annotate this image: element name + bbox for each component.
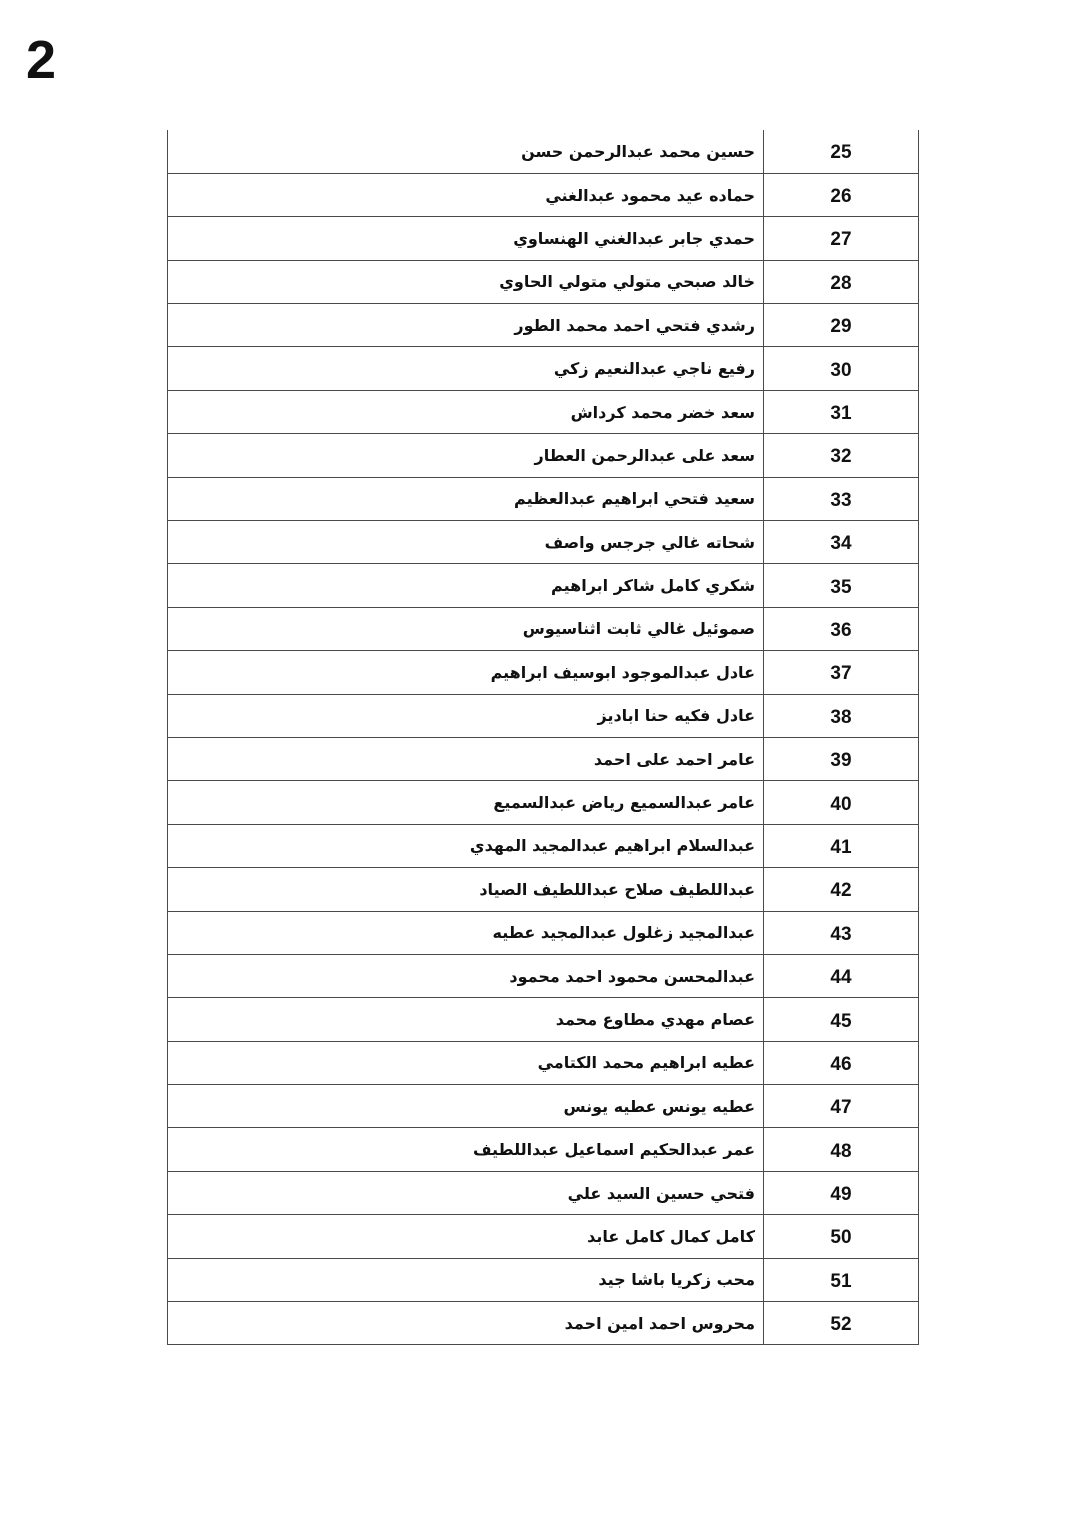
table-row	[168, 1302, 919, 1345]
table-row	[168, 130, 919, 173]
name-cell: عادل فكيه حنا اباديز	[168, 694, 764, 737]
name-cell: فتحي حسين السيد علي	[168, 1171, 764, 1214]
table-row	[168, 651, 919, 694]
number-cell: 41	[764, 824, 919, 867]
page-number: 2	[26, 30, 57, 90]
name-cell: عطيه ابراهيم محمد الكتامي	[168, 1041, 764, 1084]
number-cell: 30	[764, 347, 919, 390]
number-cell: 47	[764, 1085, 919, 1128]
table-row	[168, 564, 919, 607]
table-row	[168, 434, 919, 477]
number-cell: 28	[764, 260, 919, 303]
table-row	[168, 998, 919, 1041]
number-cell: 50	[764, 1215, 919, 1258]
number-cell: 46	[764, 1041, 919, 1084]
number-cell: 49	[764, 1171, 919, 1214]
name-cell: حماده عيد محمود عبدالغني	[168, 173, 764, 216]
names-table	[167, 130, 919, 1345]
number-cell: 39	[764, 737, 919, 780]
number-cell: 25	[764, 130, 919, 173]
name-cell: عمر عبدالحكيم اسماعيل عبداللطيف	[168, 1128, 764, 1171]
table-row	[168, 824, 919, 867]
name-cell: سعيد فتحي ابراهيم عبدالعظيم	[168, 477, 764, 520]
number-cell: 31	[764, 390, 919, 433]
number-cell: 37	[764, 651, 919, 694]
table-row	[168, 911, 919, 954]
name-cell: عصام مهدي مطاوع محمد	[168, 998, 764, 1041]
table-row	[168, 954, 919, 997]
name-cell: كامل كمال كامل عابد	[168, 1215, 764, 1258]
name-cell: شحاته غالي جرجس واصف	[168, 521, 764, 564]
table-row	[168, 1215, 919, 1258]
number-cell: 29	[764, 304, 919, 347]
number-cell: 45	[764, 998, 919, 1041]
table-row	[168, 521, 919, 564]
name-cell: عادل عبدالموجود ابوسيف ابراهيم	[168, 651, 764, 694]
table-row	[168, 173, 919, 216]
name-cell: سعد خضر محمد كرداش	[168, 390, 764, 433]
name-cell: عبدالمحسن محمود احمد محمود	[168, 954, 764, 997]
number-cell: 33	[764, 477, 919, 520]
name-cell: عامر عبدالسميع رياض عبدالسميع	[168, 781, 764, 824]
number-cell: 51	[764, 1258, 919, 1301]
number-cell: 43	[764, 911, 919, 954]
table-row	[168, 868, 919, 911]
number-cell: 42	[764, 868, 919, 911]
number-cell: 38	[764, 694, 919, 737]
table-row	[168, 217, 919, 260]
name-cell: محروس احمد امين احمد	[168, 1302, 764, 1345]
name-cell: عبدالسلام ابراهيم عبدالمجيد المهدي	[168, 824, 764, 867]
number-cell: 35	[764, 564, 919, 607]
table-body	[168, 130, 919, 1345]
table-row	[168, 1171, 919, 1214]
number-cell: 34	[764, 521, 919, 564]
table-row	[168, 737, 919, 780]
name-cell: عامر احمد على احمد	[168, 737, 764, 780]
name-cell: حمدي جابر عبدالغني الهنساوي	[168, 217, 764, 260]
name-cell: عبداللطيف صلاح عبداللطيف الصياد	[168, 868, 764, 911]
number-cell: 48	[764, 1128, 919, 1171]
table-row	[168, 1258, 919, 1301]
table-row	[168, 390, 919, 433]
name-cell: سعد على عبدالرحمن العطار	[168, 434, 764, 477]
name-cell: رشدي فتحي احمد محمد الطور	[168, 304, 764, 347]
number-cell: 52	[764, 1302, 919, 1345]
table-row	[168, 607, 919, 650]
name-cell: محب زكريا باشا جيد	[168, 1258, 764, 1301]
table-row	[168, 694, 919, 737]
number-cell: 44	[764, 954, 919, 997]
table-row	[168, 260, 919, 303]
table-row	[168, 781, 919, 824]
name-cell: عبدالمجيد زغلول عبدالمجيد عطيه	[168, 911, 764, 954]
name-cell: خالد صبحي متولي متولي الحاوي	[168, 260, 764, 303]
number-cell: 36	[764, 607, 919, 650]
number-cell: 32	[764, 434, 919, 477]
number-cell: 27	[764, 217, 919, 260]
number-cell: 40	[764, 781, 919, 824]
table-row	[168, 1041, 919, 1084]
name-cell: عطيه يونس عطيه يونس	[168, 1085, 764, 1128]
name-cell: رفيع ناجي عبدالنعيم زكي	[168, 347, 764, 390]
table-row	[168, 304, 919, 347]
table-row	[168, 347, 919, 390]
name-cell: صموئيل غالي ثابت اثناسيوس	[168, 607, 764, 650]
number-cell: 26	[764, 173, 919, 216]
name-cell: حسين محمد عبدالرحمن حسن	[168, 130, 764, 173]
table-row	[168, 1128, 919, 1171]
table-row	[168, 1085, 919, 1128]
name-cell: شكري كامل شاكر ابراهيم	[168, 564, 764, 607]
table-row	[168, 477, 919, 520]
